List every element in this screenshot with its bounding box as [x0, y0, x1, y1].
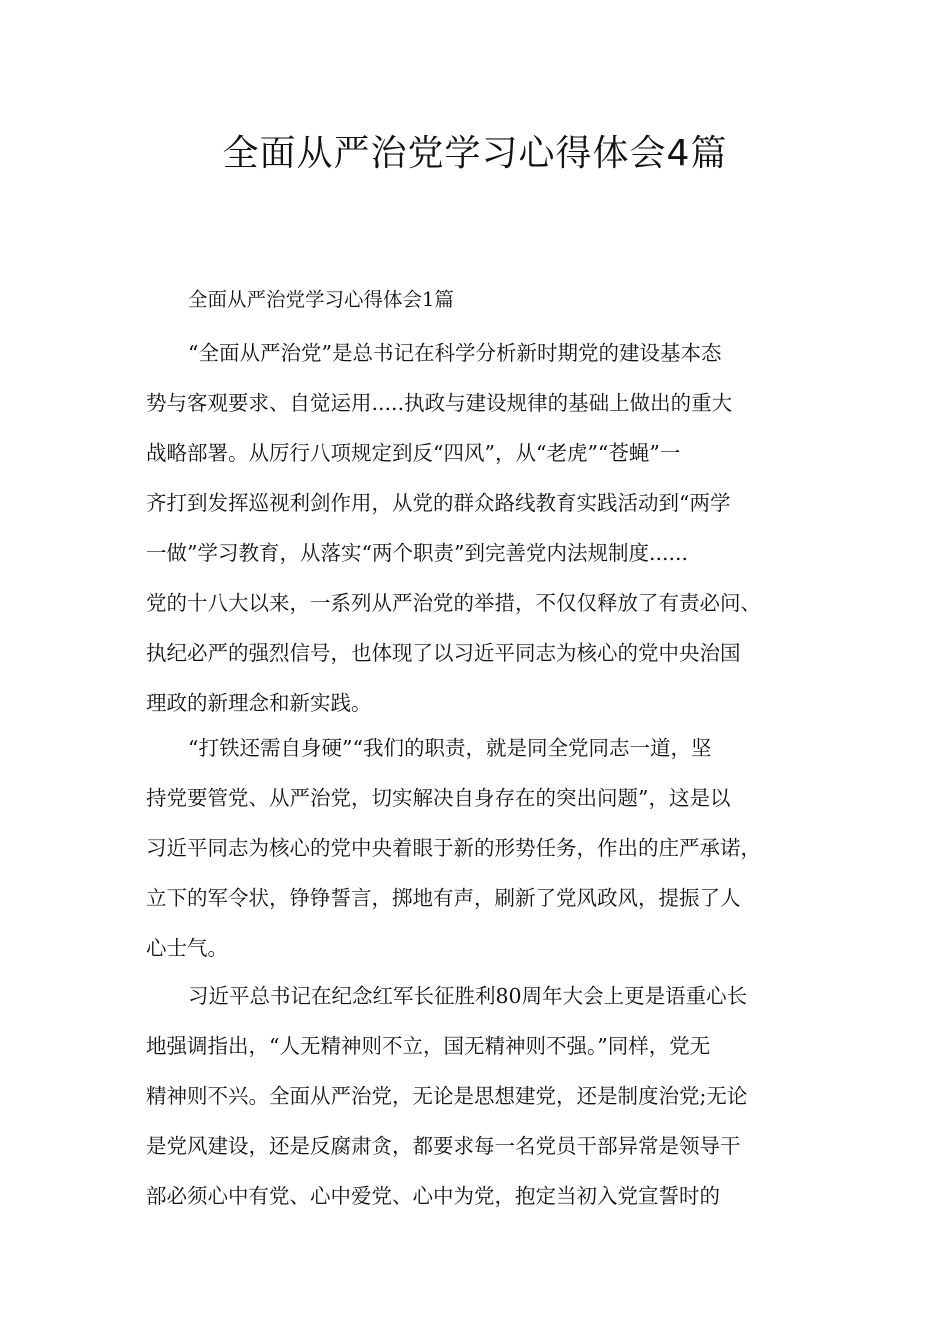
paragraph-line: 执纪必严的强烈信号，也体现了以习近平同志为核心的党中央治国 — [146, 641, 741, 665]
paragraph-line: 齐打到发挥巡视利剑作用，从党的群众路线教育实践活动到“两学 — [146, 491, 731, 515]
paragraph-2 — [146, 723, 811, 973]
paragraph-line: “全面从严治党”是总书记在科学分析新时期党的建设基本态 — [188, 341, 722, 365]
paragraph-line: 持党要管党、从严治党，切实解决自身存在的突出问题”，这是以 — [146, 786, 731, 810]
paragraph-3 — [146, 971, 811, 1221]
document-title: 全面从严治党学习心得体会4篇 — [222, 133, 728, 174]
paragraph-line: 习近平同志为核心的党中央着眼于新的形势任务，作出的庄严承诺， — [146, 836, 761, 860]
paragraph-line: 党的十八大以来，一系列从严治党的举措，不仅仅释放了有责必问、 — [146, 591, 761, 615]
paragraph-line: “打铁还需自身硬”“我们的职责，就是同全党同志一道，坚 — [188, 736, 712, 760]
paragraph-line: 立下的军令状，铮铮誓言，掷地有声，刷新了党风政风，提振了人 — [146, 886, 741, 910]
paragraph-line: 部必须心中有党、心中爱党、心中为党，抱定当初入党宣誓时的 — [146, 1184, 720, 1208]
paragraph-line: 习近平总书记在纪念红军长征胜利80周年大会上更是语重心长 — [188, 984, 748, 1008]
paragraph-1 — [146, 328, 811, 728]
paragraph-line: 理政的新理念和新实践。 — [146, 691, 372, 715]
section-subtitle: 全面从严治党学习心得体会1篇 — [188, 288, 454, 311]
paragraph-line: 是党风建设，还是反腐肃贪，都要求每一名党员干部异常是领导干 — [146, 1134, 741, 1158]
paragraph-line: 战略部署。从厉行八项规定到反“四风”，从“老虎”“苍蝇”一 — [146, 441, 681, 465]
paragraph-line: 精神则不兴。全面从严治党，无论是思想建党，还是制度治党;无论 — [146, 1084, 748, 1108]
paragraph-line: 一做”学习教育，从落实“两个职责”到完善党内法规制度...... — [146, 541, 689, 565]
paragraph-line: 心士气。 — [146, 936, 228, 960]
paragraph-line: 势与客观要求、自觉运用.....执政与建设规律的基础上做出的重大 — [146, 391, 733, 415]
paragraph-line: 地强调指出，“人无精神则不立，国无精神则不强。”同样，党无 — [146, 1034, 711, 1058]
